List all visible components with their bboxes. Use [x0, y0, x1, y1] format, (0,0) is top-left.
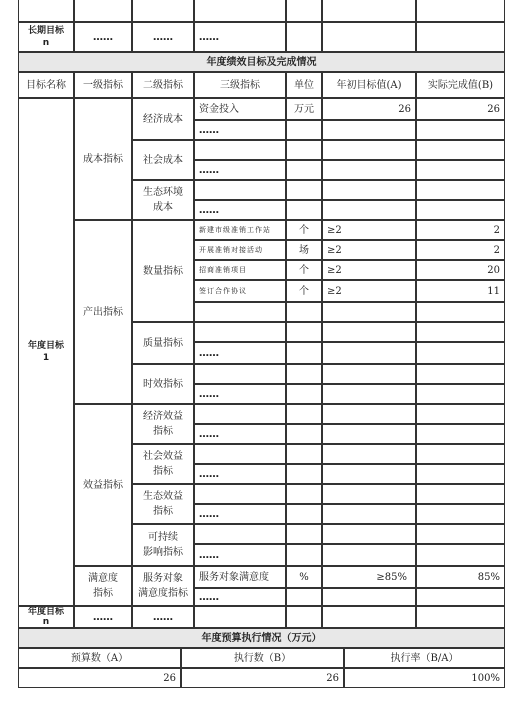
cell	[286, 0, 322, 22]
actual-value: 85%	[416, 566, 505, 588]
cell: ……	[194, 504, 286, 524]
header-actual: 实际完成值(B)	[416, 72, 505, 98]
unit-cell: 个	[286, 220, 322, 240]
cell	[416, 322, 505, 342]
cell	[194, 404, 286, 424]
cell	[416, 0, 505, 22]
cell	[322, 504, 416, 524]
cell	[286, 464, 322, 484]
unit-cell: 个	[286, 260, 322, 280]
cell	[194, 364, 286, 384]
cell	[416, 606, 505, 628]
quality-indicator: 质量指标	[132, 322, 194, 364]
cell	[286, 364, 322, 384]
cell	[286, 322, 322, 342]
cell	[322, 484, 416, 504]
actual-value: 20	[416, 260, 505, 280]
cell	[286, 424, 322, 444]
cell: ……	[194, 588, 286, 606]
cell	[286, 588, 322, 606]
actual-value: 26	[416, 98, 505, 120]
cell	[322, 606, 416, 628]
cell	[286, 444, 322, 464]
cell	[416, 180, 505, 200]
cell	[322, 322, 416, 342]
quantity-item: 签订合作协议	[194, 280, 286, 302]
cell: ……	[194, 384, 286, 404]
header-executed: 执行数（B）	[181, 648, 344, 668]
cell	[194, 140, 286, 160]
cell: ……	[194, 160, 286, 180]
cell	[322, 200, 416, 220]
cell	[322, 464, 416, 484]
cell	[416, 160, 505, 180]
header-unit: 单位	[286, 72, 322, 98]
cell: ……	[194, 120, 286, 140]
cell	[286, 544, 322, 566]
cell	[286, 504, 322, 524]
cell	[286, 384, 322, 404]
cell	[286, 22, 322, 52]
header-level3: 三级指标	[194, 72, 286, 98]
executed-value: 26	[181, 668, 344, 688]
long-term-goal-label: 长期目标 n	[18, 22, 74, 52]
cell	[194, 484, 286, 504]
service-satisfaction-item: 服务对象满意度	[194, 566, 286, 588]
header-initial-target: 年初目标值(A)	[322, 72, 416, 98]
cell	[322, 140, 416, 160]
cell	[322, 120, 416, 140]
satisfaction-indicator: 满意度 指标	[74, 566, 132, 606]
cell	[416, 342, 505, 364]
cell	[286, 606, 322, 628]
cell	[18, 0, 74, 22]
cell	[322, 404, 416, 424]
cell	[286, 342, 322, 364]
cell	[194, 322, 286, 342]
cell	[286, 140, 322, 160]
cell	[322, 424, 416, 444]
economic-benefit: 经济效益 指标	[132, 404, 194, 444]
cell: ……	[194, 544, 286, 566]
cell	[416, 302, 505, 322]
cell	[286, 120, 322, 140]
cell	[322, 364, 416, 384]
cell	[322, 180, 416, 200]
cell	[194, 0, 286, 22]
cell	[194, 180, 286, 200]
cell	[416, 524, 505, 544]
actual-value: 11	[416, 280, 505, 302]
cell	[322, 342, 416, 364]
unit-cell: 场	[286, 240, 322, 260]
sustainable-impact: 可持续 影响指标	[132, 524, 194, 566]
cell: ……	[194, 342, 286, 364]
cell	[74, 0, 132, 22]
cell	[286, 160, 322, 180]
cell	[322, 302, 416, 322]
initial-value: 26	[322, 98, 416, 120]
quantity-item: 新建市级准销工作站	[194, 220, 286, 240]
header-level2: 二级指标	[132, 72, 194, 98]
service-satisfaction: 服务对象 满意度指标	[132, 566, 194, 606]
cell	[416, 484, 505, 504]
cell	[416, 464, 505, 484]
header-budget: 预算数（A）	[18, 648, 181, 668]
quantity-indicator: 数量指标	[132, 220, 194, 322]
cell	[416, 140, 505, 160]
cell	[194, 606, 286, 628]
cell	[286, 200, 322, 220]
unit-cell: 个	[286, 280, 322, 302]
cell	[286, 404, 322, 424]
section-title-annual-performance: 年度绩效目标及完成情况	[18, 52, 505, 72]
timeliness-indicator: 时效指标	[132, 364, 194, 404]
cell	[416, 364, 505, 384]
cell	[286, 180, 322, 200]
cell	[416, 120, 505, 140]
header-execution-rate: 执行率（B/A）	[344, 648, 505, 668]
cell: ……	[194, 464, 286, 484]
cell	[416, 200, 505, 220]
cell	[416, 424, 505, 444]
header-target-name: 目标名称	[18, 72, 74, 98]
initial-value: ≥2	[322, 260, 416, 280]
initial-value: ≥2	[322, 240, 416, 260]
cell	[286, 484, 322, 504]
cell	[322, 0, 416, 22]
cell	[322, 588, 416, 606]
cell	[322, 22, 416, 52]
cell	[194, 444, 286, 464]
annual-goal-1: 年度目标 1	[18, 98, 74, 606]
section-title-budget-execution: 年度预算执行情况（万元）	[18, 628, 505, 648]
cost-indicator: 成本指标	[74, 98, 132, 220]
cell	[322, 544, 416, 566]
cell	[416, 22, 505, 52]
initial-value: ≥85%	[322, 566, 416, 588]
cell: ……	[132, 22, 194, 52]
budget-value: 26	[18, 668, 181, 688]
economic-cost: 经济成本	[132, 98, 194, 140]
cell	[416, 444, 505, 464]
eco-cost: 生态环境 成本	[132, 180, 194, 220]
social-cost: 社会成本	[132, 140, 194, 180]
cell	[194, 302, 286, 322]
cell: ……	[74, 606, 132, 628]
cell	[286, 524, 322, 544]
unit-cell: 万元	[286, 98, 322, 120]
cell	[132, 0, 194, 22]
actual-value: 2	[416, 220, 505, 240]
execution-rate-value: 100%	[344, 668, 505, 688]
cell	[416, 504, 505, 524]
cell	[322, 160, 416, 180]
annual-goal-n: 年度目标 n	[18, 606, 74, 628]
cell: ……	[74, 22, 132, 52]
cell	[322, 384, 416, 404]
cell: ……	[194, 22, 286, 52]
output-indicator: 产出指标	[74, 220, 132, 404]
cell	[416, 588, 505, 606]
quantity-item: 开展准销对接活动	[194, 240, 286, 260]
initial-value: ≥2	[322, 220, 416, 240]
social-benefit: 社会效益 指标	[132, 444, 194, 484]
unit-cell: %	[286, 566, 322, 588]
cell	[416, 384, 505, 404]
cell: ……	[194, 424, 286, 444]
cell	[194, 524, 286, 544]
cell	[322, 524, 416, 544]
cell: ……	[194, 200, 286, 220]
eco-benefit: 生态效益 指标	[132, 484, 194, 524]
initial-value: ≥2	[322, 280, 416, 302]
header-level1: 一级指标	[74, 72, 132, 98]
funds-input: 资金投入	[194, 98, 286, 120]
quantity-item: 招商准销项目	[194, 260, 286, 280]
actual-value: 2	[416, 240, 505, 260]
benefit-indicator: 效益指标	[74, 404, 132, 566]
cell	[416, 544, 505, 566]
cell	[322, 444, 416, 464]
cell: ……	[132, 606, 194, 628]
cell	[416, 404, 505, 424]
cell	[286, 302, 322, 322]
